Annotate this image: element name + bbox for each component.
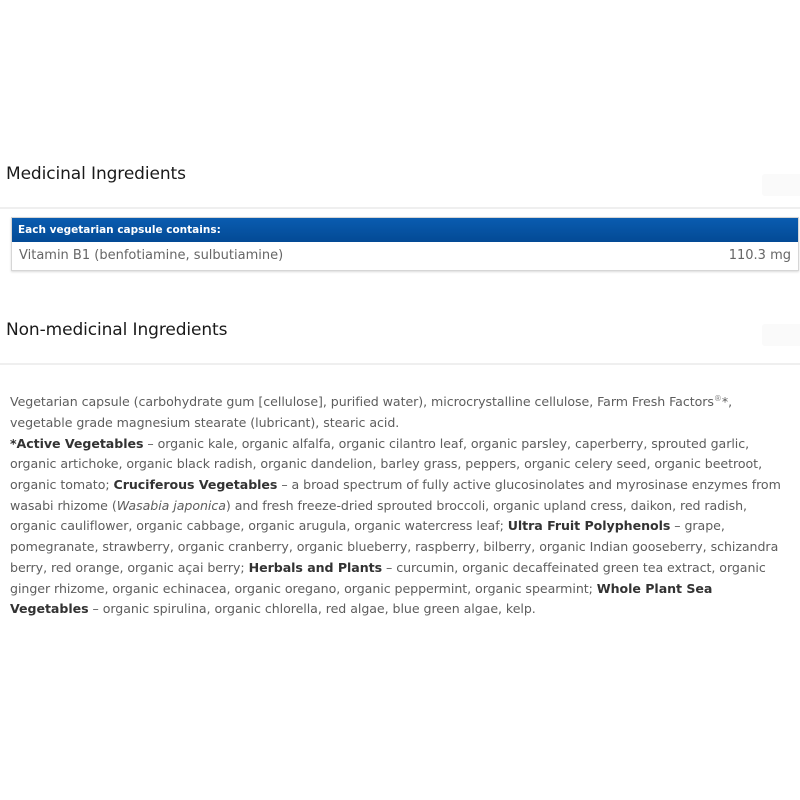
medicinal-ingredients-title: Medicinal Ingredients bbox=[6, 164, 186, 184]
group-text: – a broad spectrum of fully active glucosinolates and myrosinase enzymes from wasabi rhizome ( bbox=[10, 477, 781, 513]
ingredient-amount: 110.3 mg bbox=[728, 248, 791, 263]
group-text: – grape, pomegranate, strawberry, organic cranberry, organic blueberry, raspberry, bilberry, organic Indian gooseberry, schizandra berry, red orange, organic açai berry; bbox=[10, 518, 779, 575]
base-ingredients: Vegetarian capsule (carbohydrate gum [cellulose], purified water), microcrystalline cellulose, Farm Fresh Factors bbox=[10, 394, 714, 410]
group-text: – organic kale, organic alfalfa, organic cilantro leaf, organic parsley, caperberry, sprouted garlic, organic artichoke, organic black radish, organic dandelion, barley grass, peppers, organic celery seed, organic beetroot, organic tomato; bbox=[10, 435, 763, 492]
group-heading: Ultra Fruit Polyphenols bbox=[507, 518, 671, 534]
expand-toggle[interactable] bbox=[762, 174, 800, 196]
ingredient-name: Vitamin B1 (benfotiamine, sulbutiamine) bbox=[19, 248, 284, 263]
non-medicinal-ingredients-title: Non-medicinal Ingredients bbox=[6, 320, 228, 340]
non-medicinal-ingredients-text bbox=[10, 389, 794, 620]
group-text: ) and fresh freeze-dried sprouted broccoli, organic upland cress, daikon, red radish, organic cauliflower, organic cabbage, organic arugula, organic watercress leaf; bbox=[10, 497, 748, 534]
group-text: – organic spirulina, organic chlorella, red algae, blue green algae, kelp. bbox=[88, 601, 536, 617]
medicinal-ingredients-table bbox=[11, 217, 799, 271]
group-heading: Whole Plant Sea Vegetables bbox=[10, 580, 713, 617]
non-medicinal-ingredients-header bbox=[0, 308, 800, 365]
group-heading: Cruciferous Vegetables bbox=[113, 477, 278, 492]
table-header: Each vegetarian capsule contains: bbox=[12, 218, 798, 242]
medicinal-ingredients-header bbox=[0, 150, 800, 209]
base-ingredients-end: *, vegetable grade magnesium stearate (lubricant), stearic acid. bbox=[10, 394, 733, 430]
expand-toggle[interactable] bbox=[762, 324, 800, 346]
registered-mark: ® bbox=[713, 394, 722, 403]
group-heading: *Active Vegetables bbox=[10, 435, 144, 451]
latin-name: Wasabia japonica bbox=[116, 497, 226, 513]
group-text: – curcumin, organic decaffeinated green tea extract, organic ginger rhizome, organic echinacea, organic oregano, organic peppermint, organic spearmint; bbox=[10, 559, 766, 596]
group-heading: Herbals and Plants bbox=[248, 559, 383, 575]
table-row bbox=[12, 242, 798, 270]
